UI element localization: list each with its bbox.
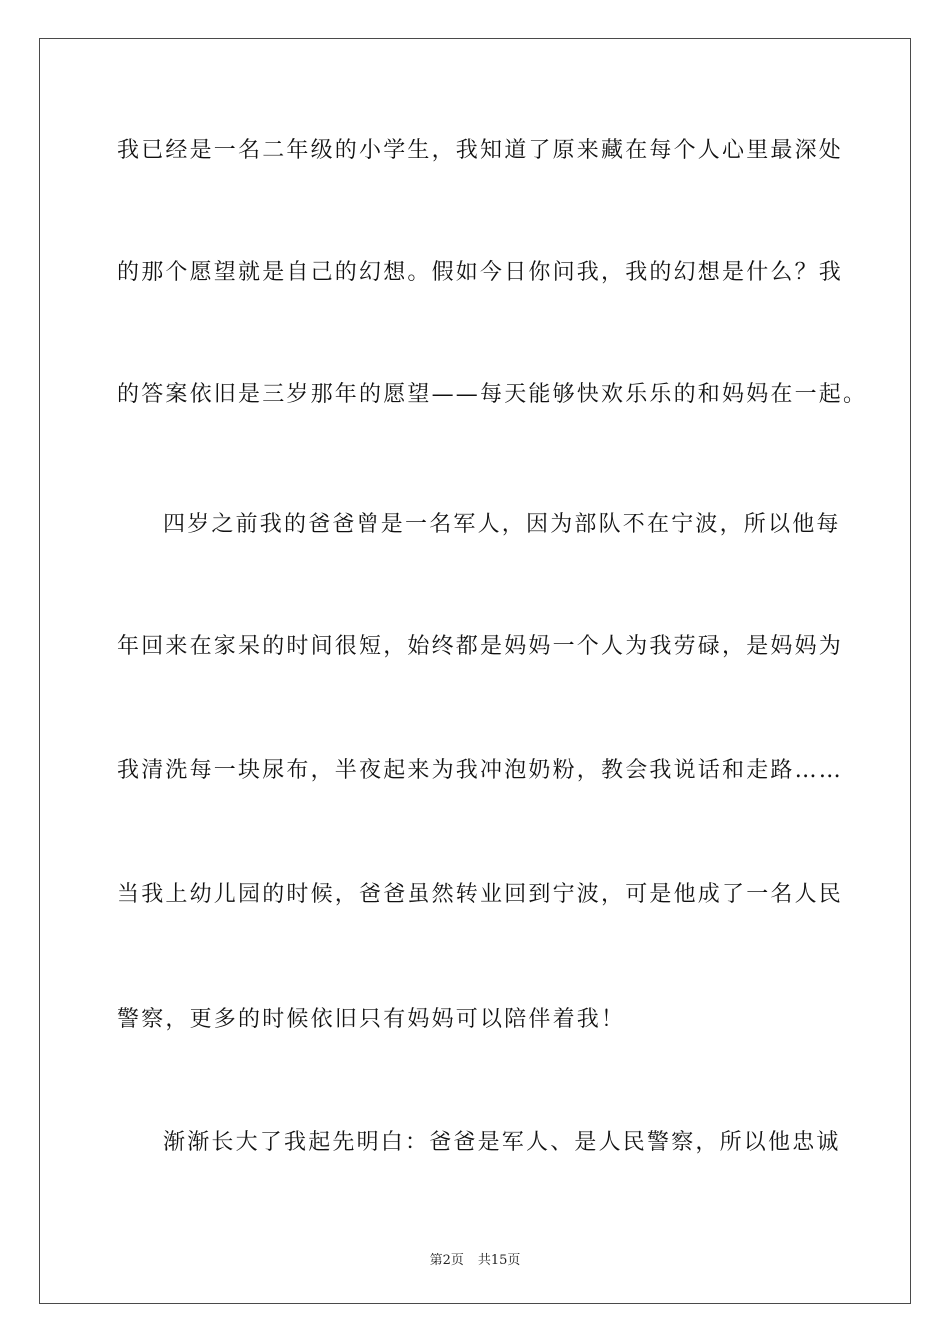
paragraph-line: 当我上幼儿园的时候，爸爸虽然转业回到宁波，可是他成了一名人民 — [117, 882, 844, 907]
paragraph-line: 的答案依旧是三岁那年的愿望——每天能够快欢乐乐的和妈妈在一起。 — [117, 382, 868, 407]
page-total: 共15页 — [477, 1253, 521, 1268]
page-number: 第2页 — [429, 1253, 464, 1268]
paragraph-line: 年回来在家呆的时间很短，始终都是妈妈一个人为我劳碌，是妈妈为 — [117, 634, 844, 659]
paragraph-line: 四岁之前我的爸爸曾是一名军人，因为部队不在宁波，所以他每 — [163, 512, 841, 537]
page-border — [39, 38, 911, 1304]
paragraph-line: 我已经是一名二年级的小学生，我知道了原来藏在每个人心里最深处 — [117, 138, 844, 163]
paragraph-line: 我清洗每一块尿布，半夜起来为我冲泡奶粉，教会我说话和走路…… — [117, 758, 844, 783]
page-footer — [0, 1249, 950, 1268]
paragraph-line: 警察，更多的时候依旧只有妈妈可以陪伴着我！ — [117, 1007, 626, 1032]
paragraph-line: 的那个愿望就是自己的幻想。假如今日你问我，我的幻想是什么？我 — [117, 260, 844, 285]
paragraph-line: 渐渐长大了我起先明白：爸爸是军人、是人民警察，所以他忠诚 — [163, 1130, 841, 1155]
